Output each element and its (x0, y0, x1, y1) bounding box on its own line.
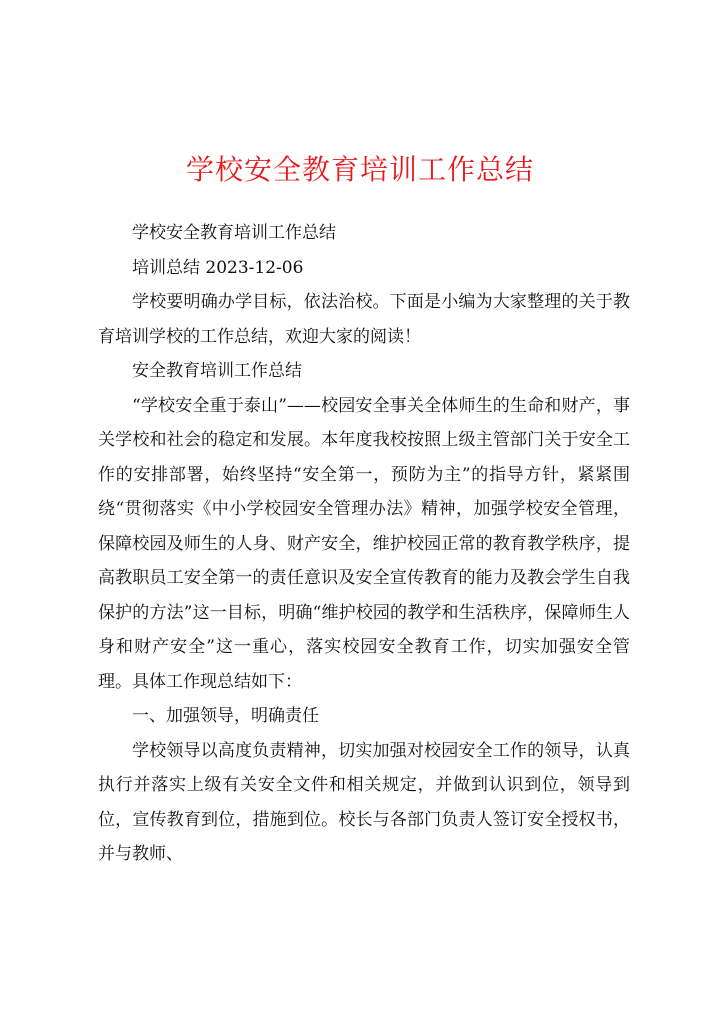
paragraph-leadership: 学校领导以高度负责精神，切实加强对校园安全工作的领导，认真执行并落实上级有关安全文件和相关规定，并做到认识到位，领导到位，宣传教育到位，措施到位。校长与各部门负责人签订安全授权书，并与教师、 (98, 740, 630, 864)
paragraph-intro: 学校要明确办学目标，依法治校。下面是小编为大家整理的关于教育培训学校的工作总结，欢迎大家的阅读！ (98, 292, 630, 347)
paragraph-date: 培训总结 2023-12-06 (132, 257, 304, 278)
document-body (98, 216, 630, 872)
paragraph-subtitle: 学校安全教育培训工作总结 (132, 223, 336, 243)
paragraph-section-heading: 安全教育培训工作总结 (132, 361, 302, 381)
paragraph-heading-1: 一、加强领导，明确责任 (132, 706, 319, 726)
paragraph-main: “学校安全重于泰山”——校园安全事关全体师生的生命和财产，事关学校和社会的稳定和发展。本年度我校按照上级主管部门关于安全工作的安排部署，始终坚持“安全第一，预防为主”的指导方针，紧紧围绕“贯彻落实《中小学校园安全管理办法》精神，加强学校安全管理，保障校园及师生的人身、财产安全，维护校园正常的教育教学秩序，提高教职员工安全第一的责任意识及安全宣传教育的能力及教会学生自我保护的方法”这一目标，明确“维护校园的教学和生活秩序，保障师生人身和财产安全”这一重心，落实校园安全教育工作，切实加强安全管理。具体工作现总结如下： (98, 395, 630, 692)
document-title: 学校安全教育培训工作总结 (185, 153, 534, 186)
